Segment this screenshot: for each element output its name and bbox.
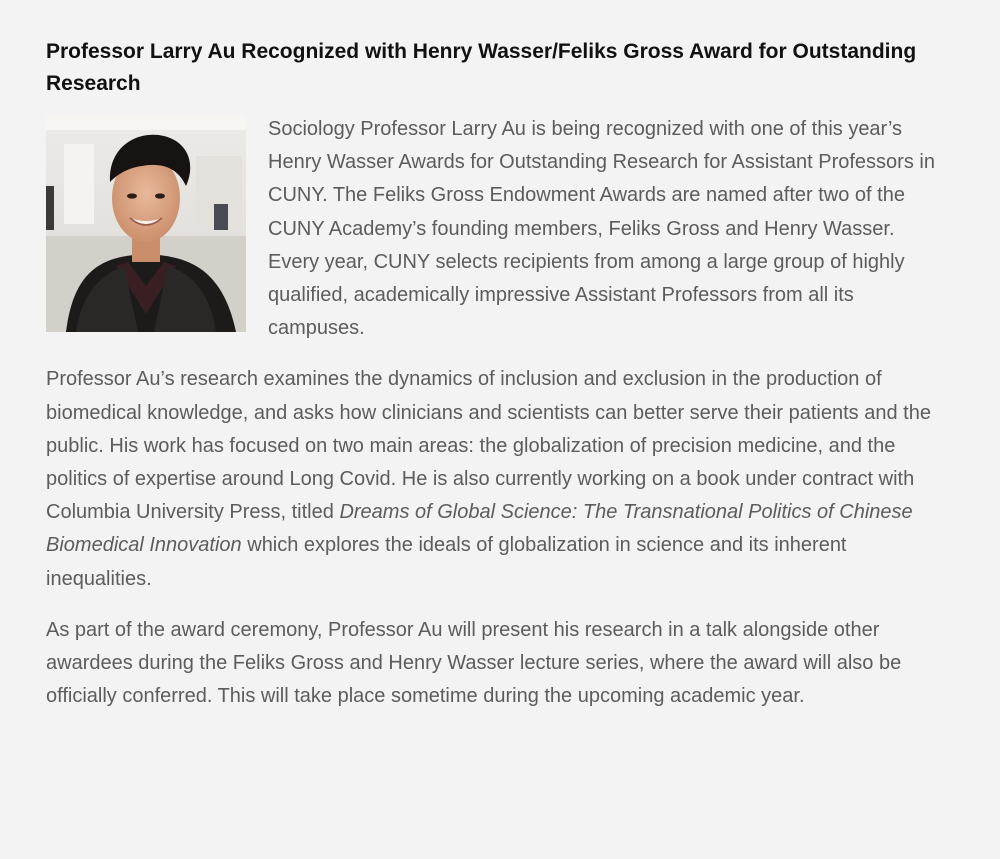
professor-portrait-photo xyxy=(46,116,246,332)
paragraph-2-tail: which explores the ideals of globalization in science and its inherent inequalities. xyxy=(46,534,847,590)
article xyxy=(46,36,946,713)
article-paragraph-3: As part of the award ceremony, Professor Au will present his research in a talk alongside other awardees during the Feliks Gross and Henry Wasser lecture series, where the award will also be officially conferred. This will take place sometime during the upcoming academic year. xyxy=(46,618,902,708)
paragraph-2-lead: Professor Au’s research examines the dynamics of inclusion and exclusion in the production of biomedical knowledge, and asks how clinicians and scientists can better serve their patients and the public. His work has focused on two main areas: the globalization of precision medicine, and the politics of expertise around Long Covid. He is also currently working on a book under contract with Columbia University Press, titled xyxy=(46,368,931,524)
article-paragraph-1: Sociology Professor Larry Au is being recognized with one of this year’s Henry Wasser Awards for Outstanding Research for Assistant Professors in CUNY. The Feliks Gross Endowment Awards are named after two of the CUNY Academy’s founding members, Feliks Gross and Henry Wasser. Every year, CUNY selects recipients from among a large group of highly qualified, academically impressive Assistant Professors from all its campuses. xyxy=(268,118,935,340)
book-title: Dreams of Global Science: The Transnational Politics of Chinese Biomedical Innovation xyxy=(46,501,913,557)
article-intro xyxy=(46,116,946,345)
article-headline: Professor Larry Au Recognized with Henry Wasser/Feliks Gross Award for Outstanding Research xyxy=(46,40,917,95)
article-paragraph-2 xyxy=(46,363,946,595)
